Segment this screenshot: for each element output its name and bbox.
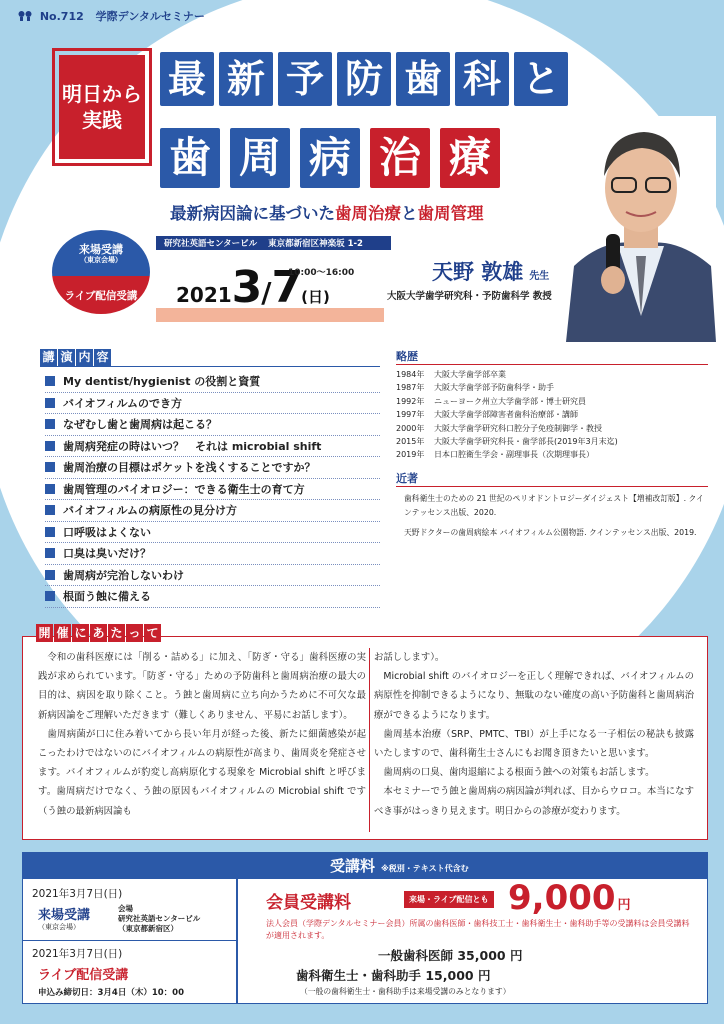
lecture-item	[45, 586, 380, 608]
history-heading: 略歴	[396, 350, 418, 363]
title-char: 最	[160, 52, 214, 106]
event-time: 10:00～16:00	[288, 268, 355, 278]
speaker-honorific: 先生	[529, 271, 550, 282]
heading-char: あ	[90, 624, 107, 642]
history-text: 大阪大学歯学部障害者歯科治療部・講師	[434, 410, 578, 420]
heading-char: た	[108, 624, 125, 642]
price-unit: 円	[617, 898, 631, 913]
mode-badge	[52, 230, 150, 314]
issue-number: No.712	[39, 10, 84, 23]
venue-name: 研究社英語センタービル	[164, 239, 258, 249]
venue-info	[164, 237, 363, 249]
intro-paragraph: 歯周基本治療（SRP、PMTC、TBI）が上手になる一子相伝の秘訣も披露いたしますので、歯科衛生士さんにもお聞き頂きたいと思います。	[374, 728, 694, 760]
member-fee-label: 会員受講料	[266, 893, 351, 913]
works-item: 歯科衛生士のための 21 世紀のペリオドントロジーダイジェスト【増補改訂版】. クインテッセンス出版、2020.	[404, 494, 704, 517]
title-line-2	[160, 128, 500, 188]
live-label: ライブ配信受講	[38, 968, 129, 983]
history-text: 大阪大学歯学研究科長・歯学部長(2019年3月末迄)	[434, 437, 618, 447]
lecture-item-text: バイオフィルムのでき方	[63, 396, 183, 410]
lecture-item-text: 口臭は臭いだけ？	[63, 547, 151, 561]
bullet-square-icon	[45, 505, 55, 515]
onsite-sub: （東京会場）	[80, 256, 122, 265]
history-text: 大阪大学歯学研究科口腔分子免疫制御学・教授	[434, 423, 602, 433]
subtitle-part: 歯周治療	[335, 204, 401, 223]
onsite-label: 来場受講	[38, 908, 91, 923]
venue-name: 研究社英語センタービル	[118, 914, 201, 923]
history-row	[396, 448, 618, 461]
venue-sub: （東京都新宿区）	[118, 924, 178, 933]
history-year: 2015年	[396, 437, 425, 447]
title-char: 治	[370, 128, 430, 188]
title-line-1	[160, 52, 568, 106]
date-slash: /	[261, 276, 272, 309]
date-month: 3	[231, 262, 262, 313]
heading-char: 内	[76, 349, 93, 366]
bullet-square-icon	[45, 591, 55, 601]
heading-char: 開	[36, 624, 53, 642]
lecture-item-text: なぜむし歯と歯周病は起こる？	[63, 418, 217, 432]
history-row	[396, 395, 618, 408]
series-logo-icon	[18, 10, 32, 21]
date-day: 7	[271, 262, 302, 313]
deadline: 申込み締切日：3月4日（木）10：00	[38, 988, 184, 998]
onsite-label: 来場受講	[79, 243, 123, 256]
lecture-item	[45, 414, 380, 436]
works-heading: 近著	[396, 472, 418, 485]
series-name: 学際デンタルセミナー	[95, 10, 205, 23]
history-year: 2000年	[396, 423, 425, 433]
lecture-item-text: バイオフィルムの病原性の見分け方	[63, 504, 238, 518]
practice-badge	[52, 48, 152, 166]
speaker-name	[432, 256, 549, 286]
history-year: 1984年	[396, 370, 425, 379]
live-label: ライブ配信受講	[52, 276, 150, 314]
lecture-item	[45, 436, 380, 458]
onsite-date: 2021年3月7日(日)	[32, 888, 123, 900]
lecture-item	[45, 500, 380, 522]
intro-column-2	[374, 648, 694, 821]
bullet-square-icon	[45, 462, 55, 472]
lecture-item	[45, 393, 380, 415]
member-fee-note: 法人会員（学際デンタルセミナー会員）所属の歯科医師・歯科技工士・歯科衛生士・歯科助手等の受講料は会員受講料が適用されます。	[266, 919, 690, 940]
history-row	[396, 381, 618, 394]
lecture-item	[45, 522, 380, 544]
heading-char: 催	[54, 624, 71, 642]
title-char: 新	[219, 52, 273, 106]
history-year: 1997年	[396, 410, 425, 420]
heading-char: て	[144, 624, 161, 642]
hygienist-fee: 歯科衛生士・歯科助手 15,000 円	[296, 968, 491, 983]
history-year: 1992年	[396, 396, 425, 406]
heading-char: 容	[94, 349, 111, 366]
title-char: 周	[230, 128, 290, 188]
lecture-item-text: 歯周管理のバイオロジー：できる衛生士の育て方	[63, 482, 305, 496]
subtitle-part: と	[401, 204, 418, 223]
title-char: 予	[278, 52, 332, 106]
history-text: 大阪大学歯学部卒業	[434, 370, 506, 379]
lecture-divider	[40, 366, 380, 367]
subtitle	[170, 200, 484, 224]
intro-paragraph: Microbial shift のバイオロジーを正しく理解できれば、バイオフィルムの病原性を抑制できるようになり、無駄のない確度の高い予防歯科と歯周病治療ができるようになります。	[374, 671, 694, 721]
series-header	[18, 8, 205, 24]
bullet-square-icon	[45, 548, 55, 558]
lecture-item	[45, 543, 380, 565]
speaker-affiliation: 大阪大学歯学研究科・予防歯科学 教授	[387, 291, 552, 302]
title-char: 療	[440, 128, 500, 188]
bullet-square-icon	[45, 570, 55, 580]
history-text: ニューヨーク州立大学歯学部・博士研究員	[434, 396, 586, 406]
fee-divider	[236, 878, 238, 1004]
date-weekday: (日)	[301, 288, 330, 306]
live-date: 2021年3月7日(日)	[32, 948, 123, 960]
works-item: 天野ドクターの歯周病絵本 バイオフィルム公園物語. クインテッセンス出版、2019.	[404, 528, 697, 537]
lecture-list	[45, 371, 380, 608]
history-text: 日本口腔衛生学会・副理事長（次期理事長）	[434, 450, 594, 460]
title-char: 病	[300, 128, 360, 188]
lecture-item-text: 根面う蝕に備える	[63, 590, 151, 604]
heading-char: 演	[58, 349, 75, 366]
member-fee-tag: 来場・ライブ配信とも	[404, 891, 494, 908]
intro-column-divider	[369, 648, 370, 832]
lecture-item	[45, 479, 380, 501]
history-row	[396, 435, 618, 448]
intro-paragraph: 歯周病の口臭、歯肉退縮による根面う蝕への対策もお話します。	[383, 767, 655, 779]
history-row	[396, 368, 618, 381]
lecture-heading	[40, 349, 111, 366]
lecture-item-text: 歯周病発症の時はいつ？ それは microbial shift	[63, 439, 322, 453]
subtitle-part: 最新病因論に基づいた	[170, 204, 335, 223]
fee-title	[330, 855, 469, 876]
history-year: 1987年	[396, 383, 425, 393]
title-char: 科	[455, 52, 509, 106]
practice-badge-line1: 明日から	[62, 82, 142, 106]
intro-column-1	[38, 648, 366, 821]
fee-divider	[22, 940, 236, 941]
intro-paragraph: お話しします）。	[374, 652, 445, 663]
title-char: 防	[337, 52, 391, 106]
intro-paragraph: 本セミナーでう蝕と歯周病の病因論が判れば、目からウロコ。本当になすべき事がはっきり見えます。明日からの診療が変わります。	[374, 786, 694, 817]
lecture-item-text: 歯周治療の目標はポケットを浅くすることですか？	[63, 461, 316, 475]
history-row	[396, 408, 618, 421]
history-year: 2019年	[396, 450, 425, 460]
title-char: と	[514, 52, 568, 106]
intro-paragraph: 歯周病菌が口に住み着いてから長い年月が経った後、新たに細菌感染が起こったわけではないのにバイオフィルムの病原性が高まり、歯周炎を発症させます。バイオフィルムが豹変し高病原化する現象を Microbial shift と呼びます。歯周病だけでなく、う蝕の原因もバイオフィルムの Microbial shift です（う蝕の最新病因論も	[38, 728, 366, 817]
intro-paragraph: 令和の歯科医療には「削る・詰める」に加え、「防ぎ・守る」歯科医療の実践が求められています。「防ぎ・守る」ための予防歯科と歯周病治療の最大の目的は、病因を取り除くこと。う蝕と歯周病に立ち向かうために不可欠な最新病因論をご理解いただきます（難しくありません、平易にお話します）。	[38, 652, 366, 721]
bullet-square-icon	[45, 398, 55, 408]
subtitle-part: 歯周管理	[417, 204, 484, 223]
history-text: 大阪大学歯学部予防歯科学・助手	[434, 383, 554, 393]
lecture-item-text: My dentist/hygienist の役割と資質	[63, 375, 261, 389]
works-divider	[396, 486, 708, 487]
history-divider	[396, 364, 708, 365]
heading-char: に	[72, 624, 89, 642]
fee-title-note: ※税別・テキスト代含む	[381, 864, 469, 873]
fee-title-text: 受講料	[330, 857, 376, 875]
title-char: 歯	[160, 128, 220, 188]
bullet-square-icon	[45, 527, 55, 537]
bullet-square-icon	[45, 484, 55, 494]
heading-char: 講	[40, 349, 57, 366]
bullet-square-icon	[45, 441, 55, 451]
practice-badge-line2: 実践	[82, 108, 122, 132]
date-year: 2021	[176, 283, 232, 307]
speaker-photo	[566, 116, 716, 342]
onsite-sub: （東京会場）	[38, 923, 80, 931]
works-list	[404, 492, 704, 546]
venue-address: 東京都新宿区神楽坂 1-2	[268, 239, 363, 249]
intro-heading	[36, 624, 161, 642]
bullet-square-icon	[45, 376, 55, 386]
onsite-venue	[118, 904, 200, 934]
member-fee-price	[508, 878, 631, 918]
bullet-square-icon	[45, 419, 55, 429]
lecture-item-text: 口呼吸はよくない	[63, 525, 151, 539]
speaker-name-text: 天野 敦雄	[432, 260, 524, 284]
hygienist-fee-note: （一般の歯科衛生士・歯科助手は来場受講のみとなります）	[300, 987, 511, 996]
venue-label: 会場	[118, 904, 133, 913]
general-dentist-fee: 一般歯科医師 35,000 円	[378, 948, 523, 963]
lecture-item	[45, 371, 380, 393]
lecture-item	[45, 457, 380, 479]
heading-char: っ	[126, 624, 143, 642]
price-value: 9,000	[508, 878, 616, 918]
history-list	[396, 368, 618, 462]
title-char: 歯	[396, 52, 450, 106]
lecture-item	[45, 565, 380, 587]
lecture-item-text: 歯周病が完治しないわけ	[63, 568, 184, 582]
history-row	[396, 422, 618, 435]
